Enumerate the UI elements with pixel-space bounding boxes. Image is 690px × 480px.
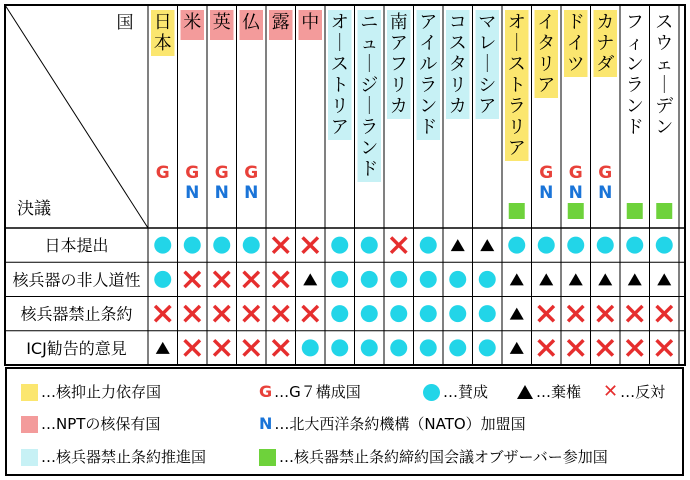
vote-abstain-icon [303,273,317,285]
vote-abstain-icon [628,273,642,285]
nato-mark-icon: N [214,183,229,203]
vote-favor-icon [302,339,319,356]
resolution-name: 核兵器禁止条約 [20,304,133,324]
country-name: 露 [271,12,290,33]
country-name: スウェ｜デン [655,12,674,138]
vote-against-icon [569,341,582,354]
country-name: 米 [183,12,202,33]
g7-mark-icon: G [214,163,229,183]
observer-square-icon [509,203,525,219]
vote-against-icon [540,341,553,354]
green-swatch-icon [259,449,276,466]
legend-pink [21,414,160,434]
yellow-swatch-icon [21,384,38,401]
resolution-name: ICJ勧告的意見 [26,338,127,358]
vote-against-icon [215,341,228,354]
vote-favor-icon [508,237,525,254]
vote-favor-icon [154,237,171,254]
vote-favor-icon [331,305,348,322]
country-name: 中 [301,12,320,33]
nato-mark-icon: N [259,414,273,433]
legend-pink-label: …NPTの核保有国 [41,415,161,433]
resolution-name: 日本提出 [44,236,109,256]
vote-favor-icon [243,237,260,254]
legend-favor-label: …賛成 [443,383,489,401]
vote-against-icon [304,239,317,252]
vote-favor-icon [361,339,378,356]
country-name: コスタリカ [448,12,467,117]
vote-favor-icon [361,237,378,254]
nato-mark-icon: N [539,183,554,203]
resolution-header-label: 決議 [17,199,51,219]
country-name: アイルランド [419,12,438,138]
legend-g7-label: …G７構成国 [274,383,361,401]
legend-favor [423,382,488,402]
nato-mark-icon: N [568,183,583,203]
country-name: フィンランド [625,12,644,138]
vote-against-icon [304,307,317,320]
g7-mark-icon: G [598,163,613,183]
vote-against-icon [186,341,199,354]
vote-favor-icon [567,237,584,254]
observer-square-icon [656,203,672,219]
vote-favor-icon [479,305,496,322]
legend-g7 [259,382,361,402]
legend-against [603,382,665,402]
vote-favor-icon [390,339,407,356]
vote-against-icon [628,341,641,354]
country-name: オ｜ストリア [330,12,349,138]
country-name: イタリア [537,12,556,96]
vote-favor-icon [420,271,437,288]
country-name: ニュ｜ジ｜ランド [360,12,379,180]
vote-abstain-icon [539,273,553,285]
vote-against-icon [274,341,287,354]
country-header-label: 国 [116,13,134,33]
vote-against-icon [245,273,258,286]
vote-against-icon [569,307,582,320]
vote-favor-icon [656,237,673,254]
vote-abstain-icon [480,239,494,251]
vote-favor-icon [154,271,171,288]
g7-mark-icon: G [539,163,554,183]
legend [5,367,684,476]
vote-against-icon [540,307,553,320]
g7-mark-icon: G [155,163,170,183]
vote-favor-icon [361,271,378,288]
vote-favor-icon [449,305,466,322]
vote-abstain-icon [510,308,524,320]
vote-abstain-icon [657,273,671,285]
abstain-triangle-icon [517,385,533,399]
vote-against-icon [245,307,258,320]
vote-against-icon [186,307,199,320]
g7-mark-icon: G [185,163,200,183]
vote-favor-icon [331,339,348,356]
vote-favor-icon [331,271,348,288]
vote-favor-icon [390,271,407,288]
vote-against-icon [658,341,671,354]
vote-favor-icon [626,237,643,254]
legend-against-label: …反対 [620,383,666,401]
vote-against-icon [215,273,228,286]
vote-favor-icon [420,339,437,356]
vote-abstain-icon [510,273,524,285]
vote-against-icon [245,341,258,354]
vote-against-icon [599,341,612,354]
country-name: マレ｜シア [478,12,497,117]
vote-against-icon [274,273,287,286]
vote-favor-icon [479,271,496,288]
vote-against-icon [186,273,199,286]
legend-observer [259,447,608,467]
vote-abstain-icon [156,342,170,354]
vote-favor-icon [479,339,496,356]
vote-abstain-icon [451,239,465,251]
vote-abstain-icon [569,273,583,285]
vote-favor-icon [538,237,555,254]
legend-yellow [21,382,161,402]
country-name: 南アフリカ [389,12,408,117]
country-name: オ｜ストラリア [507,12,526,159]
legend-nato [259,414,526,434]
vote-against-icon [215,307,228,320]
vote-favor-icon [597,237,614,254]
nato-mark-icon: N [244,183,259,203]
legend-observer-label: …核兵器禁止条約締約国会議オブザーバー参加国 [279,448,608,466]
vote-favor-icon [420,237,437,254]
country-name: カナダ [596,12,615,75]
vote-against-icon [658,307,671,320]
country-name: 仏 [242,12,261,33]
vote-abstain-icon [510,342,524,354]
vote-favor-icon [449,339,466,356]
corner-diagonal-line [5,5,148,228]
nato-mark-icon: N [185,183,200,203]
vote-favor-icon [361,305,378,322]
vote-against-icon [392,239,405,252]
favor-circle-icon [423,384,440,401]
vote-abstain-icon [598,273,612,285]
g7-mark-icon: G [244,163,259,183]
country-name: 英 [212,12,231,33]
legend-cyan [21,447,206,467]
legend-abstain [517,382,581,402]
nato-mark-icon: N [598,183,613,203]
cyan-swatch-icon [21,449,38,466]
legend-yellow-label: …核抑止力依存国 [41,383,162,401]
pink-swatch-icon [21,416,38,433]
vote-favor-icon [213,237,230,254]
vote-favor-icon [331,237,348,254]
vote-against-icon [156,307,169,320]
resolution-name: 核兵器の非人道性 [12,270,141,290]
vote-favor-icon [420,305,437,322]
country-name: ドイツ [566,12,585,75]
vote-favor-icon [449,271,466,288]
g7-mark-icon: G [568,163,583,183]
g7-mark-icon: G [259,382,273,401]
vote-against-icon [274,239,287,252]
legend-nato-label: …北大西洋条約機構（NATO）加盟国 [274,415,526,433]
vote-against-icon [599,307,612,320]
observer-square-icon [568,203,584,219]
vote-against-icon [274,307,287,320]
observer-square-icon [627,203,643,219]
vote-against-icon [628,307,641,320]
vote-favor-icon [184,237,201,254]
against-cross-icon: ✕ [603,381,619,402]
country-name: 日本 [153,12,172,54]
legend-abstain-label: …棄権 [536,383,582,401]
legend-cyan-label: …核兵器禁止条約推進国 [41,448,207,466]
vote-favor-icon [390,305,407,322]
